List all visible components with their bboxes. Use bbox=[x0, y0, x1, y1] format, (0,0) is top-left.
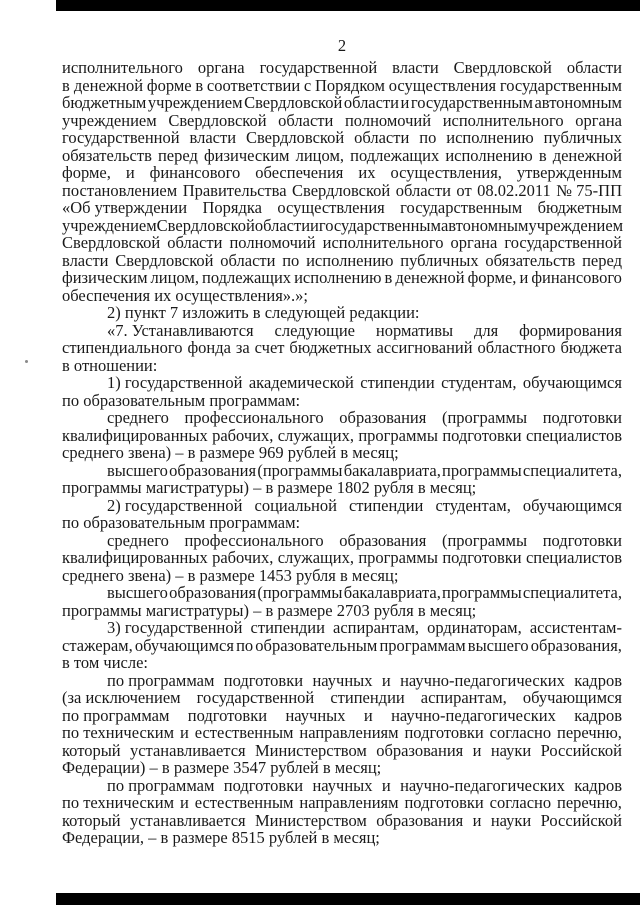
text-line: 2) государственной социальной стипендии студентам, обучающимся bbox=[107, 495, 622, 515]
text-line: обязательств перед физическим лицом, подлежащих исполнению в денежной bbox=[62, 145, 622, 165]
text-line: учреждением Свердловской области и государственным автономным учреждением bbox=[62, 215, 624, 235]
text-line: исполнительного органа государственной власти Свердловской области bbox=[62, 58, 622, 77]
text-line: по образовательным программам: bbox=[62, 390, 301, 410]
text-line: по программам подготовки научных и научно-педагогических кадров bbox=[107, 670, 622, 690]
text-line: «7. Устанавливаются следующие нормативы для формирования bbox=[107, 320, 622, 340]
text-line: Федерации) – в размере 3547 рублей в месяц; bbox=[62, 758, 382, 777]
text-line: «Об утверждении Порядка осуществления государственным бюджетным bbox=[62, 198, 622, 217]
text-line: по программам подготовки научных и научно-педагогических кадров bbox=[107, 775, 622, 795]
text-line: по техническим и естественным направлениям подготовки согласно перечню, bbox=[62, 723, 622, 742]
text-line: по образовательным программам: bbox=[62, 513, 301, 532]
text-line: постановлением Правительства Свердловской области от 08.02.2011 № 75-ПП bbox=[62, 180, 622, 200]
text-line: стажерам, обучающимся по образовательным программам высшего образования, bbox=[62, 635, 622, 655]
text-line: среднего звена) – в размере 1453 рубля в месяц; bbox=[62, 565, 399, 585]
text-line: в том числе: bbox=[62, 653, 149, 672]
text-line: форме, и финансового обеспечения их осуществления, утвержденным bbox=[62, 163, 622, 182]
text-line: квалифицированных рабочих, служащих, программы подготовки специалистов bbox=[62, 425, 622, 445]
text-line: по программам подготовки научных и научно-педагогических кадров bbox=[62, 705, 622, 725]
text-line: высшего образования (программы бакалавриата, программы специалитета, bbox=[107, 460, 622, 480]
text-line: Свердловской области полномочий исполнительного органа государственной bbox=[62, 233, 622, 252]
page-number: 2 bbox=[337, 36, 347, 55]
text-line: в отношении: bbox=[62, 355, 158, 375]
text-line: стипендиального фонда за счет бюджетных ассигнований областного бюджета bbox=[62, 338, 622, 357]
text-line: программы магистратуры) – в размере 2703 рубля в месяц; bbox=[62, 600, 477, 620]
text-line: государственной власти Свердловской области по исполнению публичных bbox=[62, 128, 622, 147]
text-line: среднего профессионального образования (программы подготовки bbox=[107, 408, 622, 427]
text-line: 1) государственной академической стипендии студентам, обучающимся bbox=[107, 373, 622, 392]
text-block bbox=[62, 59, 622, 847]
text-line: власти Свердловской области по исполнению публичных обязательств перед bbox=[62, 250, 622, 270]
text-line: 2) пункт 7 изложить в следующей редакции: bbox=[107, 303, 420, 322]
text-line: среднего звена) – в размере 969 рублей в месяц; bbox=[62, 443, 399, 462]
text-line: по техническим и естественным направлениям подготовки согласно перечню, bbox=[62, 793, 622, 812]
text-line: физическим лицом, подлежащих исполнению в денежной форме, и финансового bbox=[62, 268, 622, 287]
scan-artifact-top-bar bbox=[56, 0, 640, 11]
scan-speck bbox=[25, 360, 28, 363]
text-line: бюджетным учреждением Свердловской области и государственным автономным bbox=[62, 93, 622, 112]
text-line: высшего образования (программы бакалавриата, программы специалитета, bbox=[107, 583, 622, 602]
text-line: который устанавливается Министерством образования и науки Российской bbox=[62, 810, 622, 830]
text-line: среднего профессионального образования (программы подготовки bbox=[107, 530, 622, 550]
text-line: в денежной форме в соответствии с Порядком осуществления государственным bbox=[62, 75, 622, 95]
scan-artifact-bottom-bar bbox=[56, 893, 640, 905]
text-line: учреждением Свердловской области полномочий исполнительного органа bbox=[62, 110, 622, 130]
text-line: (за исключением государственной стипендии аспирантам, обучающимся bbox=[62, 688, 622, 707]
text-line: обеспечения их осуществления».»; bbox=[62, 285, 309, 305]
text-line: 3) государственной стипендии аспирантам, ординаторам, ассистентам- bbox=[107, 618, 622, 637]
text-line: который устанавливается Министерством образования и науки Российской bbox=[62, 740, 622, 760]
text-line: программы магистратуры) – в размере 1802 рубля в месяц; bbox=[62, 478, 477, 497]
text-line: Федерации, – в размере 8515 рублей в месяц; bbox=[62, 828, 380, 847]
text-line: квалифицированных рабочих, служащих, программы подготовки специалистов bbox=[62, 548, 622, 567]
